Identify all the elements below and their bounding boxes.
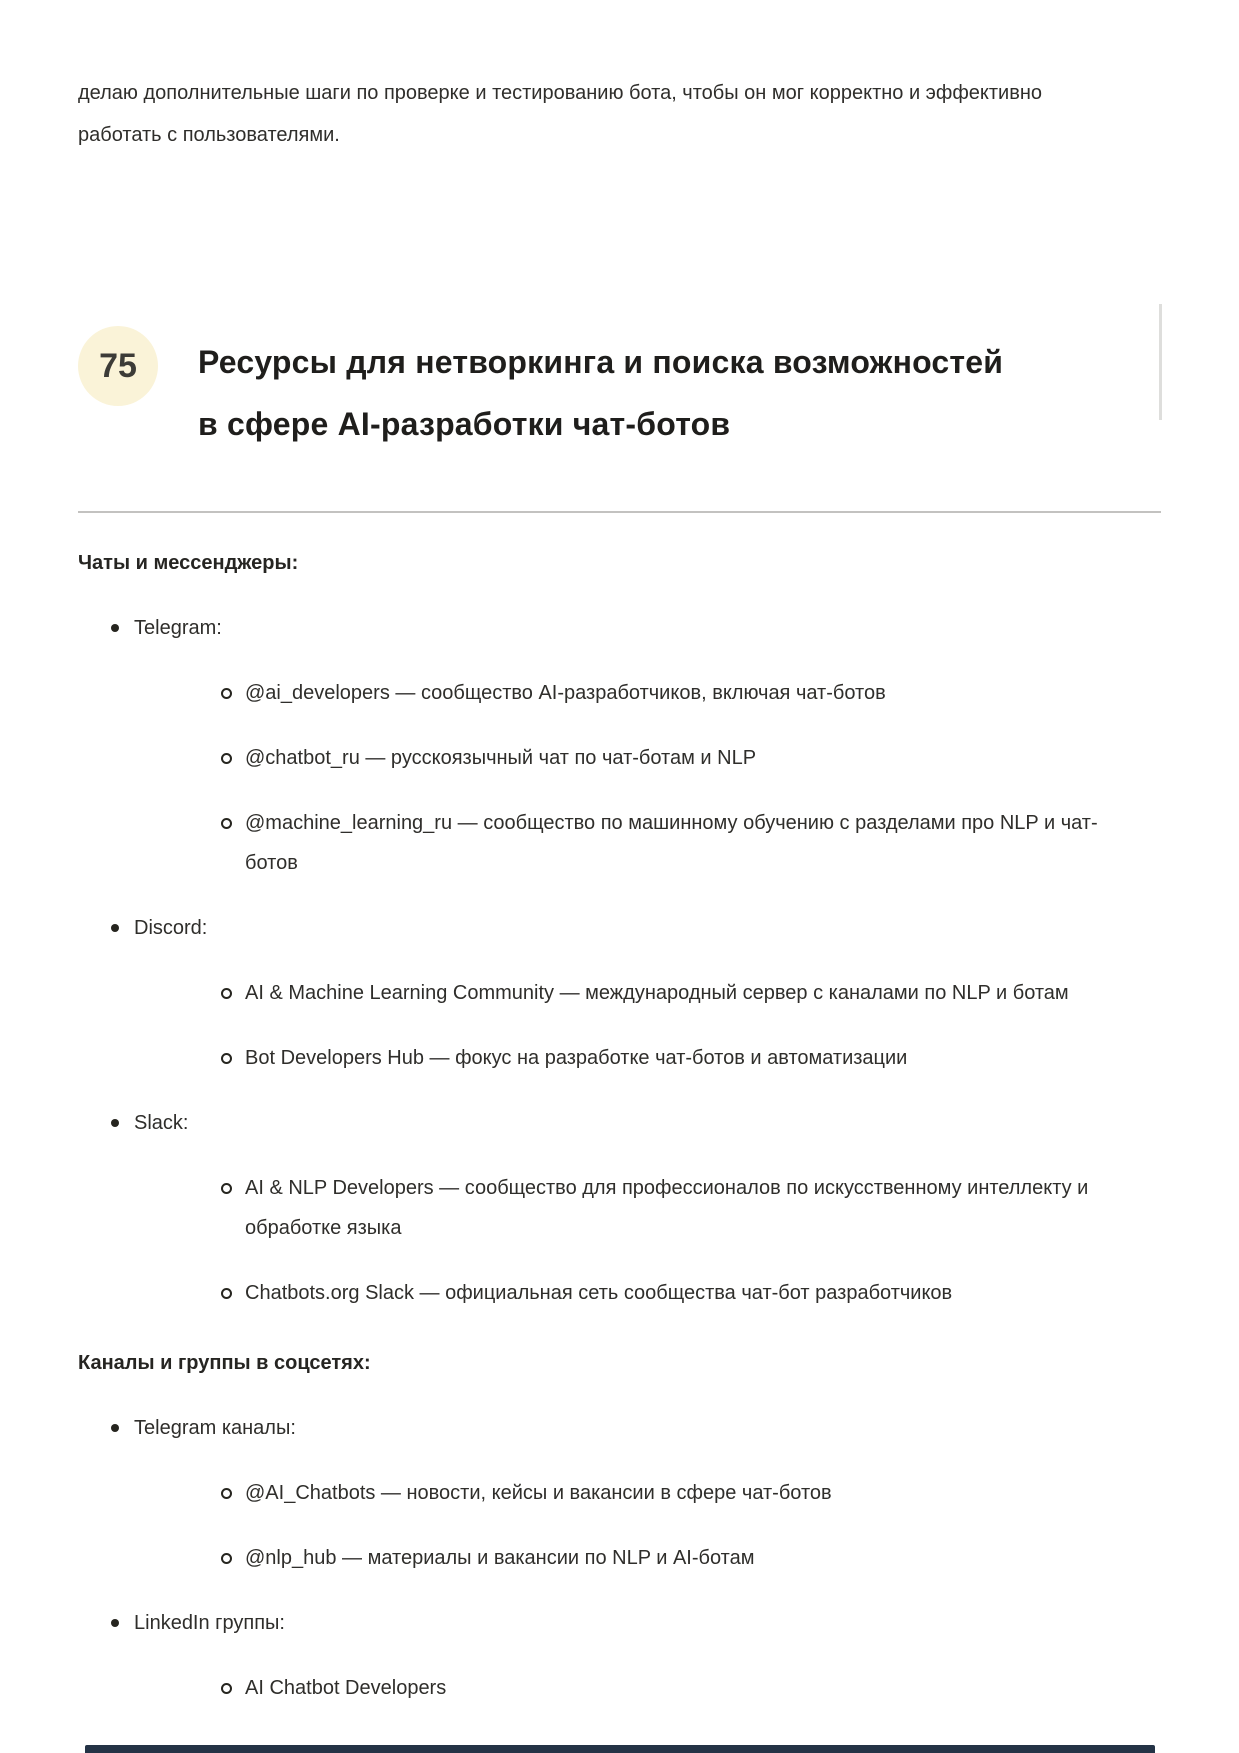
sublist-discord <box>134 973 1144 1078</box>
sub-item-text: @ai_developers — сообщество AI-разработчиков, включая чат-ботов <box>245 682 886 705</box>
sub-list-item <box>134 1168 1144 1248</box>
group-heading-social: Каналы и группы в соцсетях: <box>78 1352 371 1375</box>
sub-item-text: @machine_learning_ru — сообщество по машинному обучению с разделами про NLP и чат-ботов <box>245 812 1098 875</box>
sub-list-item <box>134 973 1144 1013</box>
sub-item-text: Chatbots.org Slack — официальная сеть сообщества чат-бот разработчиков <box>245 1282 953 1305</box>
section-divider <box>78 511 1161 513</box>
sub-item-text: @chatbot_ru — русскоязычный чат по чат-ботам и NLP <box>245 747 757 770</box>
sub-item-text: Bot Developers Hub — фокус на разработке чат-ботов и автоматизации <box>245 1047 908 1070</box>
circle-bullet-icon <box>221 818 232 829</box>
sublist-telegram-channels <box>134 1473 1144 1578</box>
right-edge-rule <box>1159 304 1162 420</box>
next-block-preview <box>85 1745 1155 1753</box>
sub-list-item <box>134 1273 1144 1313</box>
sub-list-item <box>134 673 1144 713</box>
sub-list-item <box>134 1038 1144 1078</box>
sub-list-item <box>134 1668 1144 1708</box>
circle-bullet-icon <box>221 753 232 764</box>
circle-bullet-icon <box>221 988 232 999</box>
list-item-telegram <box>78 608 1144 883</box>
circle-bullet-icon <box>221 1553 232 1564</box>
section-number: 75 <box>99 346 137 385</box>
intro-paragraph: делаю дополнительные шаги по проверке и тестированию бота, чтобы он мог корректно и эффективно работать с пользователями. <box>78 82 1043 146</box>
section-title-line-2: в сфере AI-разработки чат-ботов <box>198 405 731 442</box>
list-item-discord <box>78 908 1144 1078</box>
disc-bullet-icon <box>111 624 119 632</box>
circle-bullet-icon <box>221 1683 232 1694</box>
list-item-label: Telegram каналы: <box>134 1417 296 1440</box>
circle-bullet-icon <box>221 1488 232 1499</box>
sub-list-item <box>134 738 1144 778</box>
disc-bullet-icon <box>111 1119 119 1127</box>
list-item-linkedin-groups <box>78 1603 1144 1708</box>
circle-bullet-icon <box>221 688 232 699</box>
list-item-label: Discord: <box>134 917 208 940</box>
section-title-line-1: Ресурсы для нетворкинга и поиска возможностей <box>198 343 1004 380</box>
sub-item-text: AI Chatbot Developers <box>245 1677 447 1700</box>
section-header <box>78 304 1161 481</box>
sub-list-item <box>134 803 1144 883</box>
section-title <box>198 331 1003 455</box>
list-item-label: Slack: <box>134 1112 189 1135</box>
page-content <box>78 20 1161 1708</box>
disc-bullet-icon <box>111 1424 119 1432</box>
sublist-telegram <box>134 673 1144 883</box>
disc-bullet-icon <box>111 1619 119 1627</box>
sub-list-item <box>134 1473 1144 1513</box>
list-item-telegram-channels <box>78 1408 1144 1578</box>
sub-list-item <box>134 1538 1144 1578</box>
sublist-slack <box>134 1168 1144 1313</box>
circle-bullet-icon <box>221 1053 232 1064</box>
sub-item-text: AI & NLP Developers — сообщество для профессионалов по искусственному интеллекту и обработке языка <box>245 1177 1089 1240</box>
sub-item-text: @nlp_hub — материалы и вакансии по NLP и AI-ботам <box>245 1547 755 1570</box>
section-number-badge <box>78 326 158 406</box>
sublist-linkedin-groups <box>134 1668 1144 1708</box>
sub-item-text: AI & Machine Learning Community — международный сервер с каналами по NLP и ботам <box>245 982 1069 1005</box>
circle-bullet-icon <box>221 1288 232 1299</box>
list-chats <box>78 608 1161 1313</box>
disc-bullet-icon <box>111 924 119 932</box>
sub-item-text: @AI_Chatbots — новости, кейсы и вакансии в сфере чат-ботов <box>245 1482 832 1505</box>
list-item-slack <box>78 1103 1144 1313</box>
list-item-label: Telegram: <box>134 617 222 640</box>
circle-bullet-icon <box>221 1183 232 1194</box>
list-social <box>78 1408 1161 1708</box>
group-heading-chats: Чаты и мессенджеры: <box>78 552 299 575</box>
list-item-label: LinkedIn группы: <box>134 1612 285 1635</box>
